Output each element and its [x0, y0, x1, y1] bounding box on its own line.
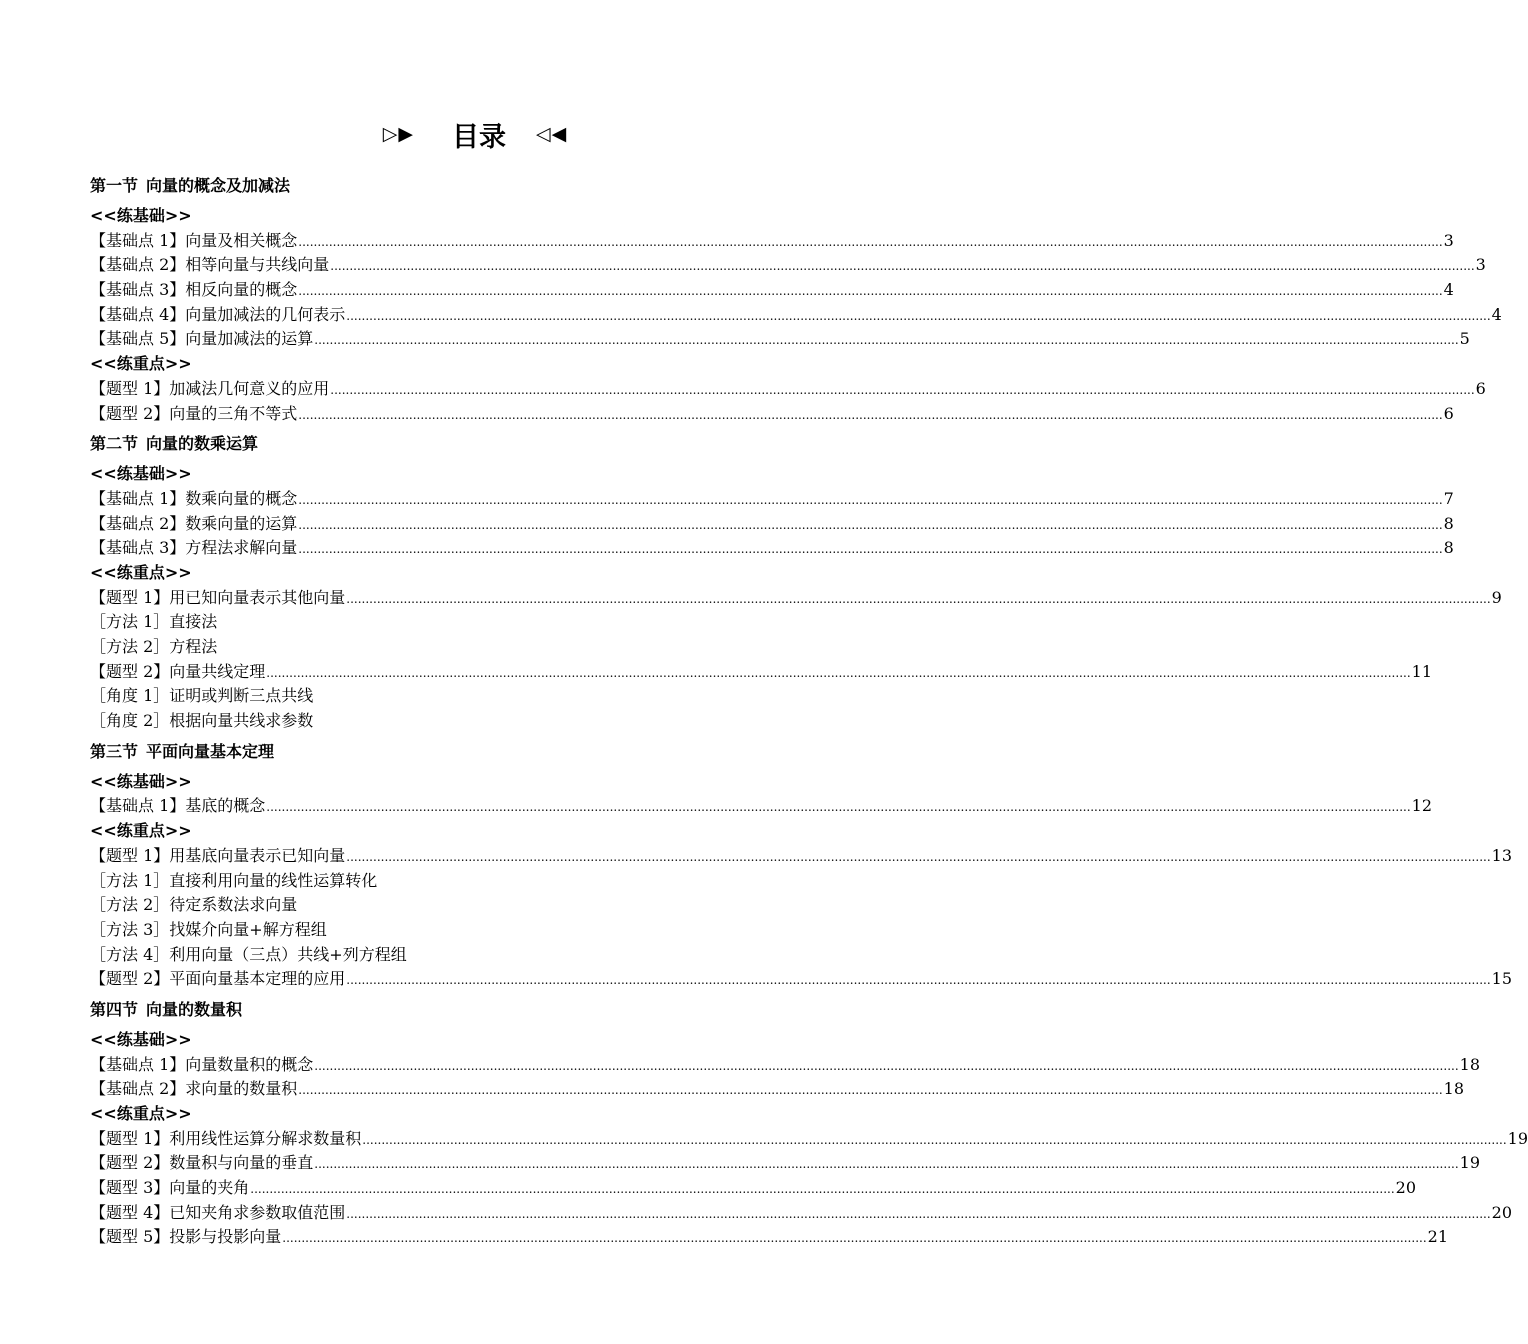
entry-tag: 【基础点 2】 — [90, 1079, 186, 1099]
section-heading — [90, 168, 860, 204]
entry-title: 数乘向量的运算 — [185, 513, 298, 533]
subentry-tag: ［方法 1］ — [90, 870, 170, 890]
dot-leader: ............................................................................................................................................................................................................................................................................................................ — [346, 591, 1491, 606]
subentry-title: 直接利用向量的线性运算转化 — [169, 870, 378, 890]
entry-page-number: 8 — [1443, 538, 1454, 558]
entry-tag: 【题型 2】 — [90, 661, 170, 681]
toc-entry[interactable] — [90, 1053, 1480, 1078]
entry-tag: 【题型 3】 — [90, 1178, 170, 1198]
section-heading — [90, 734, 860, 770]
entry-title: 向量加减法的几何表示 — [185, 304, 346, 324]
entry-page-number: 3 — [1443, 230, 1454, 250]
toc-subentry[interactable] — [90, 684, 860, 709]
toc-entry[interactable] — [90, 967, 1512, 992]
group-heading: <<练重点>> — [90, 821, 192, 841]
toc-entry[interactable] — [90, 844, 1512, 869]
entry-tag: 【题型 5】 — [90, 1227, 170, 1247]
entry-title: 求向量的数量积 — [185, 1079, 298, 1099]
group-heading: <<练基础>> — [90, 464, 192, 484]
entry-page-number: 13 — [1491, 845, 1512, 865]
subentry-title: 根据向量共线求参数 — [169, 711, 314, 731]
entry-page-number: 5 — [1459, 329, 1470, 349]
entry-page-number: 19 — [1507, 1128, 1528, 1148]
entry-tag: 【基础点 1】 — [90, 230, 186, 250]
entry-title: 向量的夹角 — [169, 1178, 250, 1198]
group-heading: <<练重点>> — [90, 562, 192, 582]
dot-leader: ............................................................................................................................................................................................................................................................................................................ — [266, 800, 1411, 815]
entry-title: 向量及相关概念 — [185, 230, 298, 250]
dot-leader: ............................................................................................................................................................................................................................................................................................................ — [346, 1206, 1491, 1221]
subentry-tag: ［方法 2］ — [90, 637, 170, 656]
dot-leader: ............................................................................................................................................................................................................................................................................................................ — [282, 1231, 1427, 1246]
entry-title: 相反向量的概念 — [185, 280, 298, 300]
dot-leader: ............................................................................................................................................................................................................................................................................................................ — [346, 308, 1491, 323]
entry-page-number: 21 — [1427, 1227, 1448, 1247]
dot-leader: ............................................................................................................................................................................................................................................................................................................ — [330, 259, 1475, 274]
dot-leader: ............................................................................................................................................................................................................................................................................................................ — [298, 234, 1443, 249]
entry-tag: 【基础点 4】 — [90, 304, 186, 324]
dot-leader: ............................................................................................................................................................................................................................................................................................................ — [330, 382, 1475, 397]
entry-title: 已知夹角求参数取值范围 — [169, 1202, 346, 1222]
toc-entry[interactable] — [90, 1127, 1528, 1152]
entry-page-number: 3 — [1475, 255, 1486, 275]
toc-subentry[interactable] — [90, 610, 860, 635]
table-of-contents — [90, 112, 1528, 1250]
section-title: 向量的数乘运算 — [146, 434, 259, 454]
dot-leader: ............................................................................................................................................................................................................................................................................................................ — [298, 407, 1443, 422]
toc-entry[interactable] — [90, 1176, 1416, 1201]
dot-leader: ............................................................................................................................................................................................................................................................................................................ — [314, 1058, 1459, 1073]
entry-title: 向量共线定理 — [169, 661, 266, 681]
toc-subentry[interactable] — [90, 709, 860, 734]
dot-leader: ............................................................................................................................................................................................................................................................................................................ — [346, 973, 1491, 988]
dot-leader: ............................................................................................................................................................................................................................................................................................................ — [314, 333, 1459, 348]
entry-tag: 【基础点 2】 — [90, 513, 186, 533]
entry-page-number: 18 — [1443, 1079, 1464, 1099]
section-heading — [90, 992, 860, 1028]
dot-leader: ............................................................................................................................................................................................................................................................................................................ — [250, 1182, 1395, 1197]
toc-title — [90, 112, 860, 156]
entry-page-number: 7 — [1443, 488, 1454, 508]
entry-tag: 【题型 1】 — [90, 378, 170, 398]
entry-title: 方程法求解向量 — [185, 538, 298, 558]
group-heading: <<练基础>> — [90, 206, 192, 225]
entry-tag: 【基础点 2】 — [90, 255, 186, 275]
toc-subentry[interactable] — [90, 893, 860, 918]
section-title: 平面向量基本定理 — [146, 741, 275, 761]
entry-tag: 【题型 2】 — [90, 969, 170, 989]
entry-tag: 【基础点 1】 — [90, 488, 186, 508]
triangle-left-icon: ◁◀ — [536, 123, 568, 145]
section-number: 第二节 — [90, 434, 139, 454]
toc-subentry[interactable] — [90, 869, 860, 894]
entry-title: 平面向量基本定理的应用 — [169, 969, 346, 989]
entry-tag: 【基础点 5】 — [90, 329, 186, 349]
triangle-right-icon: ▷▶ — [382, 123, 414, 145]
toc-entry[interactable] — [90, 1151, 1480, 1176]
entry-page-number: 20 — [1395, 1178, 1416, 1198]
section-number: 第四节 — [90, 999, 139, 1019]
entry-title: 相等向量与共线向量 — [185, 255, 330, 275]
entry-title: 用基底向量表示已知向量 — [169, 845, 346, 865]
entry-page-number: 15 — [1491, 969, 1512, 989]
entry-title: 数量积与向量的垂直 — [169, 1153, 314, 1173]
toc-entry[interactable] — [90, 586, 1502, 611]
entry-page-number: 8 — [1443, 513, 1454, 533]
subentry-tag: ［方法 3］ — [90, 919, 170, 939]
toc-subentry[interactable] — [90, 943, 860, 968]
toc-title-text: 目录 — [452, 121, 506, 153]
toc-entry[interactable] — [90, 278, 1454, 303]
entry-tag: 【题型 4】 — [90, 1202, 170, 1222]
entry-tag: 【题型 2】 — [90, 1153, 170, 1173]
entry-page-number: 19 — [1459, 1153, 1480, 1173]
toc-entry[interactable] — [90, 402, 1454, 427]
entry-title: 用已知向量表示其他向量 — [169, 587, 346, 607]
entry-title: 向量的三角不等式 — [169, 403, 298, 423]
subentry-tag: ［角度 2］ — [90, 711, 170, 731]
subentry-tag: ［方法 2］ — [90, 895, 170, 915]
group-heading: <<练重点>> — [90, 1104, 192, 1123]
section-title: 向量的数量积 — [146, 999, 243, 1019]
toc-subentry[interactable] — [90, 918, 860, 943]
section-number: 第三节 — [90, 741, 139, 761]
entry-page-number: 12 — [1411, 796, 1432, 816]
toc-entry[interactable] — [90, 487, 1454, 512]
dot-leader: ............................................................................................................................................................................................................................................................................................................ — [298, 492, 1443, 507]
dot-leader: ............................................................................................................................................................................................................................................................................................................ — [298, 284, 1443, 299]
subentry-tag: ［方法 1］ — [90, 612, 170, 632]
entry-title: 基底的概念 — [185, 796, 266, 816]
toc-entry[interactable] — [90, 1225, 1448, 1250]
subentry-title: 证明或判断三点共线 — [169, 686, 314, 706]
entry-tag: 【基础点 3】 — [90, 280, 186, 300]
dot-leader: ............................................................................................................................................................................................................................................................................................................ — [298, 542, 1443, 557]
entry-tag: 【基础点 3】 — [90, 538, 186, 558]
toc-entry[interactable] — [90, 229, 1454, 254]
entry-title: 数乘向量的概念 — [185, 488, 298, 508]
entry-page-number: 6 — [1475, 378, 1486, 398]
dot-leader: ............................................................................................................................................................................................................................................................................................................ — [362, 1132, 1507, 1147]
toc-entry[interactable] — [90, 512, 1454, 537]
toc-entry[interactable] — [90, 1201, 1512, 1226]
entry-page-number: 6 — [1443, 403, 1454, 423]
subentry-title: 方程法 — [169, 637, 218, 656]
subentry-title: 利用向量（三点）共线+列方程组 — [169, 944, 407, 964]
entry-title: 向量数量积的概念 — [185, 1054, 314, 1074]
section-title: 向量的概念及加减法 — [146, 176, 291, 195]
subentry-title: 直接法 — [169, 612, 218, 632]
toc-entry[interactable] — [90, 660, 1432, 685]
entry-tag: 【基础点 1】 — [90, 1054, 186, 1074]
entry-tag: 【基础点 1】 — [90, 796, 186, 816]
dot-leader: ............................................................................................................................................................................................................................................................................................................ — [298, 517, 1443, 532]
toc-entry[interactable] — [90, 794, 1432, 819]
toc-sections — [90, 168, 1528, 1250]
toc-subentry[interactable] — [90, 635, 860, 660]
entry-page-number: 4 — [1443, 280, 1454, 300]
toc-entry[interactable] — [90, 536, 1454, 561]
toc-entry[interactable] — [90, 253, 1486, 278]
entry-title: 投影与投影向量 — [169, 1227, 282, 1247]
entry-page-number: 18 — [1459, 1054, 1480, 1074]
group-heading: <<练基础>> — [90, 1029, 192, 1049]
entry-page-number: 4 — [1491, 304, 1502, 324]
entry-page-number: 11 — [1411, 661, 1432, 681]
subentry-title: 找媒介向量+解方程组 — [169, 919, 327, 939]
entry-tag: 【题型 1】 — [90, 1128, 170, 1148]
entry-title: 利用线性运算分解求数量积 — [169, 1128, 362, 1148]
group-heading: <<练重点>> — [90, 354, 192, 374]
subentry-title: 待定系数法求向量 — [169, 895, 298, 915]
dot-leader: ............................................................................................................................................................................................................................................................................................................ — [314, 1157, 1459, 1172]
entry-tag: 【题型 2】 — [90, 403, 170, 423]
subentry-tag: ［方法 4］ — [90, 944, 170, 964]
entry-page-number: 9 — [1491, 587, 1502, 607]
toc-entry[interactable] — [90, 1077, 1464, 1102]
dot-leader: ............................................................................................................................................................................................................................................................................................................ — [346, 849, 1491, 864]
section-number: 第一节 — [90, 176, 139, 195]
entry-title: 加减法几何意义的应用 — [169, 378, 330, 398]
entry-tag: 【题型 1】 — [90, 587, 170, 607]
dot-leader: ............................................................................................................................................................................................................................................................................................................ — [298, 1083, 1443, 1098]
toc-entry[interactable] — [90, 327, 1470, 352]
subentry-tag: ［角度 1］ — [90, 686, 170, 706]
entry-title: 向量加减法的运算 — [185, 329, 314, 349]
toc-entry[interactable] — [90, 303, 1502, 328]
dot-leader: ............................................................................................................................................................................................................................................................................................................ — [266, 665, 1411, 680]
group-heading: <<练基础>> — [90, 771, 192, 791]
toc-entry[interactable] — [90, 377, 1486, 402]
entry-tag: 【题型 1】 — [90, 845, 170, 865]
entry-page-number: 20 — [1491, 1202, 1512, 1222]
section-heading — [90, 426, 860, 462]
